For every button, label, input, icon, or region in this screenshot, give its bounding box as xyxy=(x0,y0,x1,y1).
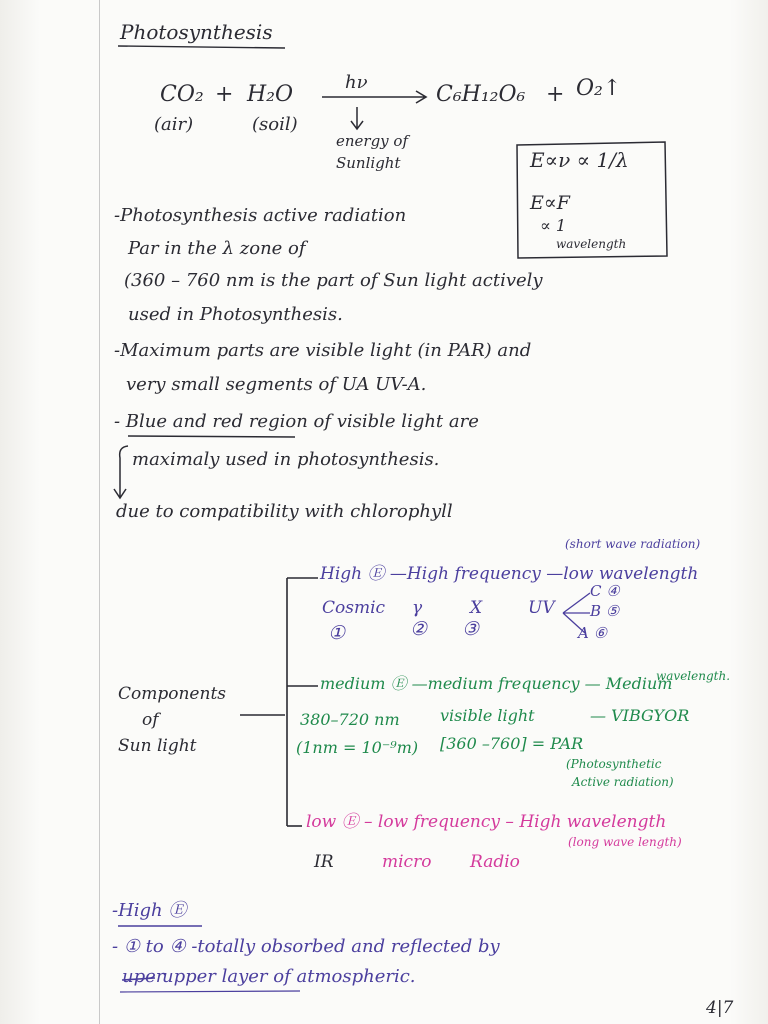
visible-light-label: visible light xyxy=(440,706,535,725)
note-line: maximaly used in photosynthesis. xyxy=(132,449,440,470)
product-glucose: C₆H₁₂O₆ xyxy=(436,82,526,107)
num-2: ② xyxy=(410,618,428,640)
margin-line xyxy=(99,0,100,1024)
num-1: ① xyxy=(328,622,346,644)
formula-wavelength: wavelength xyxy=(556,237,627,251)
note-line: used in Photosynthesis. xyxy=(128,304,343,325)
note-line: Par in the λ zone of xyxy=(128,238,306,259)
page-title: Photosynthesis xyxy=(120,20,273,44)
high-energy-heading: High Ⓔ —High frequency —low wavelength xyxy=(320,564,699,584)
note-line: -Photosynthesis active radiation xyxy=(114,205,407,226)
plus-sign-2: + xyxy=(546,82,565,107)
formula-prop-1: ∝ 1 xyxy=(540,216,567,235)
medium-energy-heading: medium Ⓔ —medium frequency — Medium xyxy=(320,674,673,693)
item-micro: micro xyxy=(382,852,432,872)
uv-c: C ④ xyxy=(590,582,620,600)
formula-e-f: E∝F xyxy=(530,192,570,214)
item-xray: X xyxy=(470,598,483,618)
item-ir: IR xyxy=(314,852,334,872)
item-gamma: γ xyxy=(412,598,423,618)
formula-e-nu: E∝ν ∝ 1/λ xyxy=(530,148,629,172)
item-uv: UV xyxy=(528,598,555,618)
source-soil: (soil) xyxy=(252,114,298,135)
nm-unit-note: (1nm = 10⁻⁹m) xyxy=(296,738,419,757)
uv-b: B ⑤ xyxy=(590,602,620,620)
sunlight-root-label: Sun light xyxy=(118,736,197,756)
note-line: very small segments of UA UV-A. xyxy=(126,374,427,395)
energy-of-label: energy of xyxy=(336,132,409,150)
plus-sign: + xyxy=(215,82,234,107)
par-note-2: Active radiation) xyxy=(572,775,674,789)
note-line: - Blue and red region of visible light are xyxy=(114,411,479,432)
medium-wavelength-tail: wavelength. xyxy=(656,669,731,683)
reactant-co2: CO₂ xyxy=(160,82,204,107)
medium-range: 380–720 nm xyxy=(300,710,400,729)
long-wave-note: (long wave length) xyxy=(568,835,682,849)
product-o2: O₂↑ xyxy=(576,76,622,101)
source-air: (air) xyxy=(154,114,194,135)
page-number: 4|7 xyxy=(706,998,734,1018)
bottom-line-1: - ① to ④ -totally obsorbed and reflected by xyxy=(112,936,500,957)
item-cosmic: Cosmic xyxy=(322,598,386,618)
bottom-line-2: upper layer of atmospheric. xyxy=(162,966,416,987)
components-label: Components xyxy=(118,684,226,704)
num-3: ③ xyxy=(462,618,480,640)
vibgyor-label: — VIBGYOR xyxy=(590,706,690,725)
par-note-1: (Photosynthetic xyxy=(566,757,662,771)
par-range: [360 –760] = PAR xyxy=(440,734,584,753)
bottom-heading: -High Ⓔ xyxy=(112,900,187,921)
reactant-h2o: H₂O xyxy=(247,82,294,107)
short-wave-note: (short wave radiation) xyxy=(565,537,701,551)
note-line: due to compatibility with chlorophyll xyxy=(116,501,453,522)
low-energy-heading: low Ⓔ – low frequency – High wavelength xyxy=(306,812,667,832)
note-line: (360 – 760 nm is the part of Sun light actively xyxy=(124,270,543,291)
components-of-label: of xyxy=(142,710,159,730)
note-line: -Maximum parts are visible light (in PAR) and xyxy=(114,340,532,361)
sunlight-label: Sunlight xyxy=(336,154,401,172)
uv-a: A ⑥ xyxy=(578,624,608,642)
arrow-label-hv: hν xyxy=(345,72,368,93)
item-radio: Radio xyxy=(470,852,520,872)
bottom-struck-word: uper xyxy=(122,966,165,987)
